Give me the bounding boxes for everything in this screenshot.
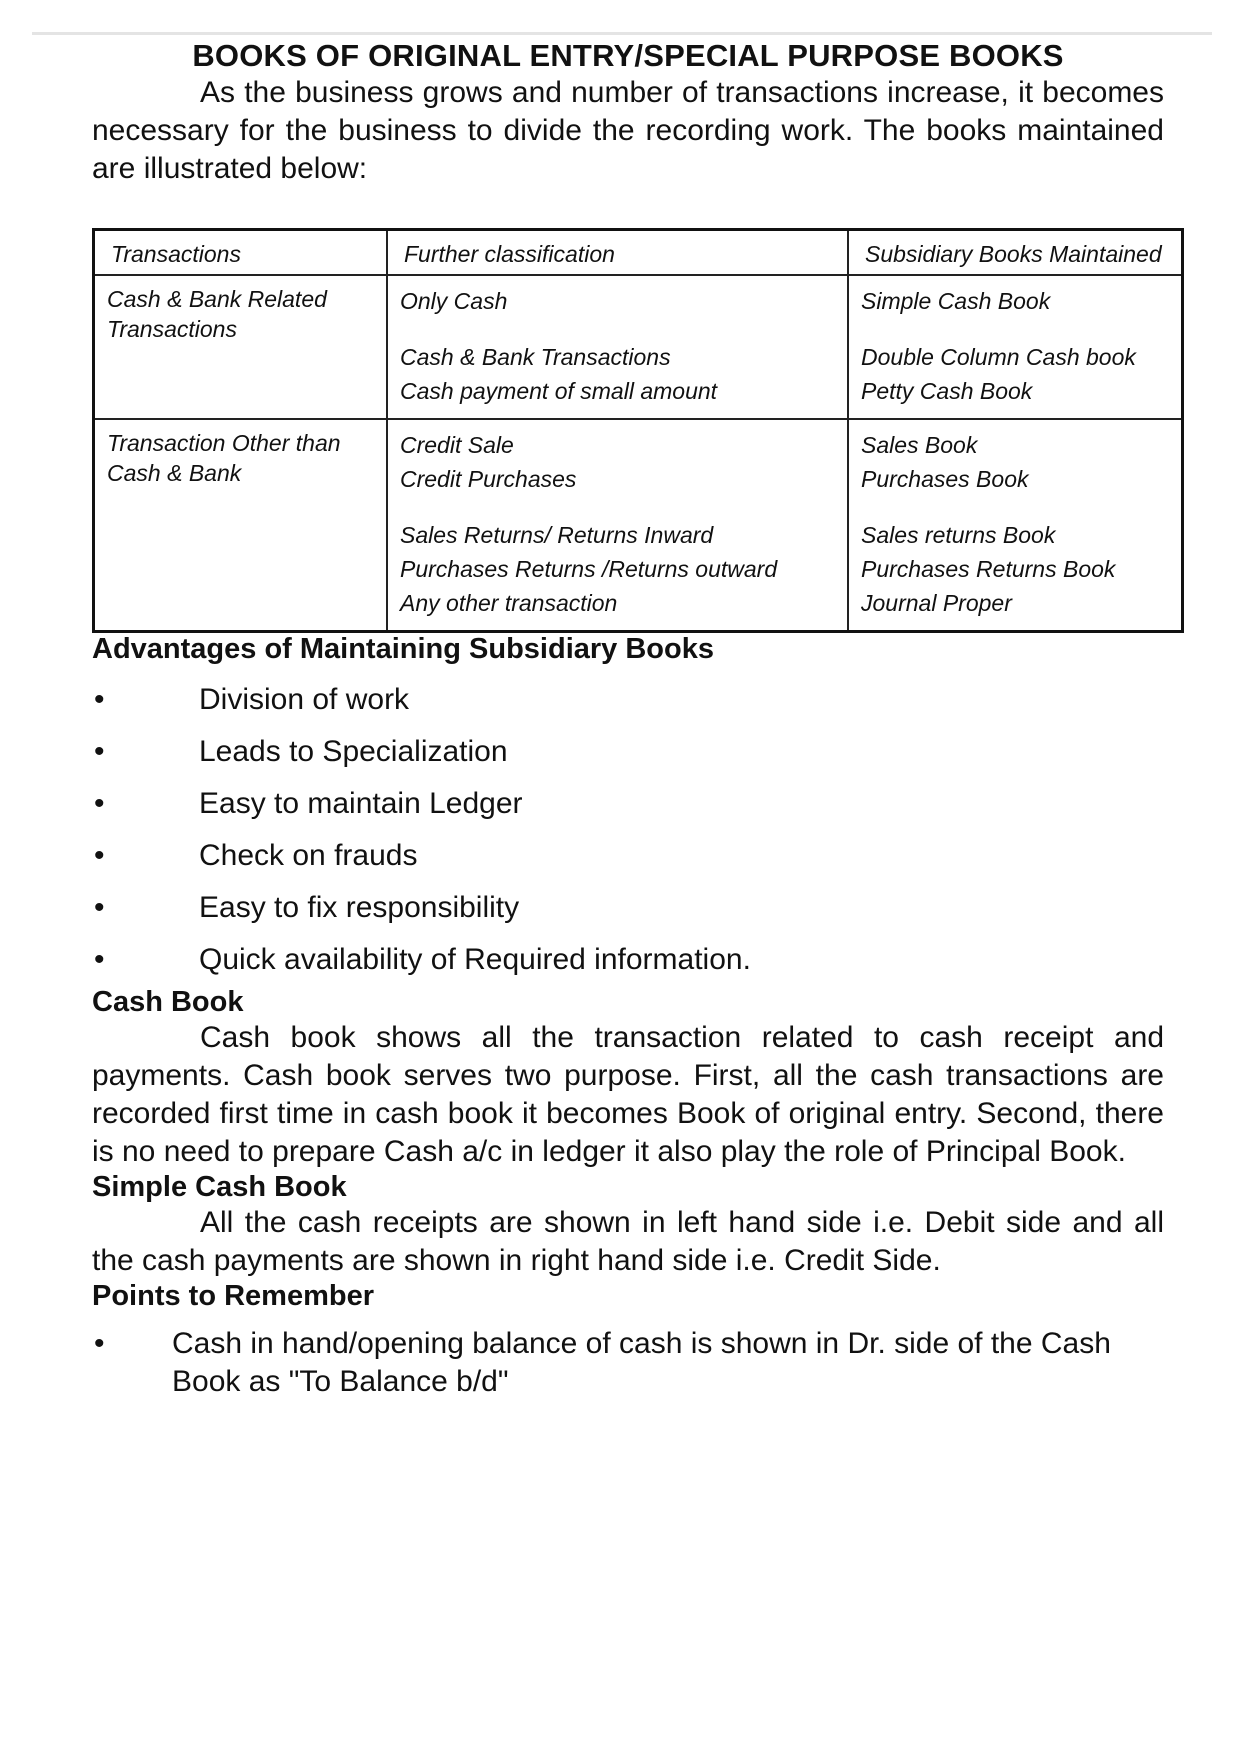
list-item-text: Leads to Specialization — [199, 735, 508, 768]
list-item-text: Check on frauds — [199, 839, 418, 872]
classification-item: Cash payment of small amount — [400, 378, 718, 404]
document-page — [92, 36, 1164, 1401]
bullet-icon: • — [94, 735, 105, 768]
cash-book-heading: Cash Book — [92, 986, 244, 1018]
classification-item: Only Cash — [400, 288, 508, 314]
advantages-heading: Advantages of Maintaining Subsidiary Books — [92, 633, 714, 665]
bullet-icon: • — [94, 839, 105, 872]
bullet-icon: • — [94, 683, 105, 716]
points-heading: Points to Remember — [92, 1280, 374, 1312]
book-item: Purchases Returns Book — [861, 556, 1116, 582]
book-item: Simple Cash Book — [861, 288, 1051, 314]
book-item: Petty Cash Book — [861, 378, 1033, 404]
list-item — [92, 830, 1164, 882]
cash-book-paragraph: Cash book shows all the transaction related to cash receipt and payments. Cash book serves two purpose. First, all the cash transactions are recorded first time in cash book it becomes Book of original entry. Second, there is no need to prepare Cash a/c in ledger it also play the role of Principal Book. — [92, 1021, 1164, 1168]
classification-item: Credit Sale — [400, 432, 514, 458]
classification-cell — [387, 275, 848, 419]
classification-item: Sales Returns/ Returns Inward — [400, 522, 714, 548]
bullet-icon: • — [94, 787, 105, 820]
point-item — [92, 1325, 1164, 1401]
list-item — [92, 882, 1164, 934]
top-rule — [32, 32, 1212, 35]
book-item: Journal Proper — [861, 590, 1012, 616]
bullet-icon: • — [94, 891, 105, 924]
bullet-icon: • — [94, 943, 105, 976]
list-item-text: Easy to fix responsibility — [199, 891, 520, 924]
transaction-label: Cash & Bank Related Transactions — [107, 286, 327, 342]
bullet-icon: • — [94, 1327, 105, 1360]
list-item-text: Division of work — [199, 683, 410, 716]
table-header-row — [94, 230, 1183, 276]
point-item-text: Cash in hand/opening balance of cash is shown in Dr. side of the Cash Book as "To Balance b/d" — [172, 1327, 1111, 1398]
list-item — [92, 674, 1164, 726]
list-item — [92, 778, 1164, 830]
subsidiary-books-table — [92, 228, 1184, 633]
table-row — [94, 419, 1183, 632]
list-item-text: Quick availability of Required information. — [199, 943, 751, 976]
classification-item: Cash & Bank Transactions — [400, 344, 671, 370]
transaction-cell — [94, 419, 388, 632]
classification-item: Credit Purchases — [400, 466, 577, 492]
list-item-text: Easy to maintain Ledger — [199, 787, 523, 820]
book-item: Sales Book — [861, 432, 978, 458]
simple-cash-book-heading: Simple Cash Book — [92, 1171, 347, 1203]
classification-cell — [387, 419, 848, 632]
book-item: Purchases Book — [861, 466, 1029, 492]
transaction-label: Transaction Other than Cash & Bank — [107, 430, 341, 486]
list-item — [92, 934, 1164, 986]
table-row — [94, 275, 1183, 419]
intro-paragraph: As the business grows and number of transactions increase, it becomes necessary for the business to divide the recording work. The books maintained are illustrated below: — [92, 76, 1164, 185]
header-subsidiary-books: Subsidiary Books Maintained — [848, 230, 1183, 276]
classification-item: Purchases Returns /Returns outward — [400, 556, 778, 582]
book-item: Sales returns Book — [861, 522, 1056, 548]
page-title: BOOKS OF ORIGINAL ENTRY/SPECIAL PURPOSE BOOKS — [192, 38, 1064, 73]
list-item — [92, 726, 1164, 778]
transaction-cell — [94, 275, 388, 419]
header-transactions: Transactions — [94, 230, 388, 276]
classification-item: Any other transaction — [400, 590, 618, 616]
header-further-classification: Further classification — [387, 230, 848, 276]
book-item: Double Column Cash book — [861, 344, 1136, 370]
advantages-list — [92, 674, 1164, 986]
simple-cash-book-paragraph: All the cash receipts are shown in left hand side i.e. Debit side and all the cash payments are shown in right hand side i.e. Credit Side. — [92, 1206, 1164, 1277]
books-cell — [848, 419, 1183, 632]
books-cell — [848, 275, 1183, 419]
